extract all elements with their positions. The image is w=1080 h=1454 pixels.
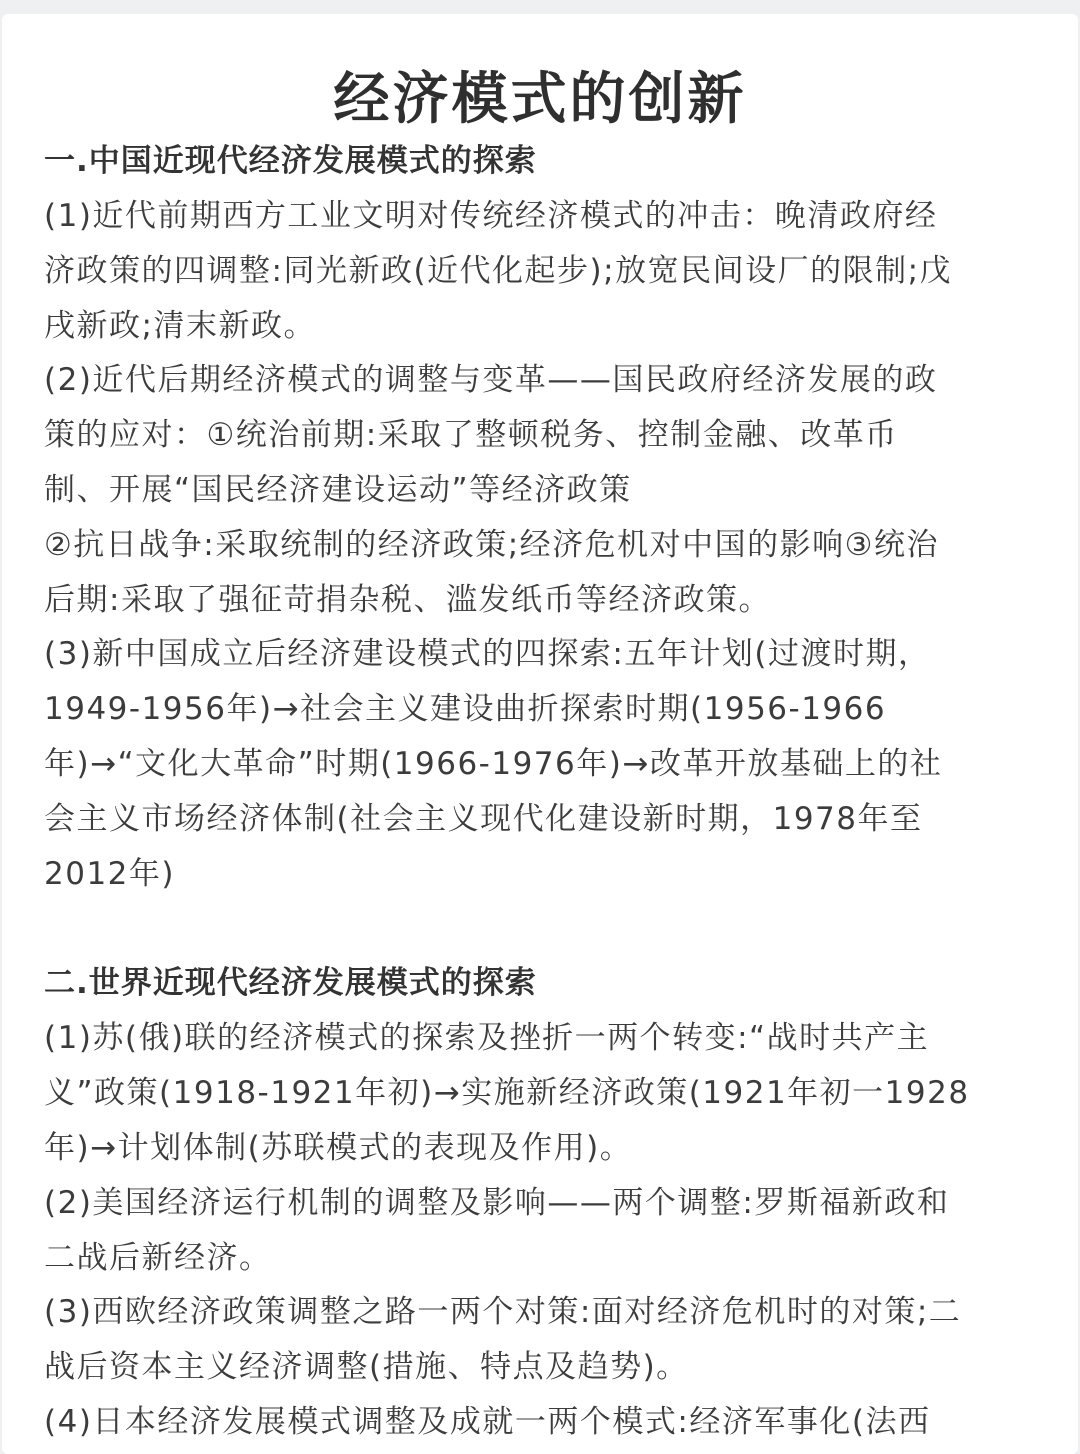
text-line: 戌新政;清末新政。 bbox=[44, 307, 316, 344]
page-title: 经济模式的创新 bbox=[333, 67, 747, 132]
document-body bbox=[44, 134, 1044, 1450]
text-line: (3)新中国成立后经济建设模式的四探索:五年计划(过渡时期， bbox=[44, 636, 931, 673]
paragraph-new-china bbox=[44, 627, 1044, 901]
text-line: 1949-1956年)→社会主义建设曲折探索时期(1956-1966 bbox=[44, 691, 887, 728]
text-line: (1)近代前期西方工业文明对传统经济模式的冲击：晚清政府经 bbox=[44, 198, 938, 234]
text-line: 义”政策(1918-1921年初)→实施新经济政策(1921年初一1928 bbox=[44, 1075, 970, 1112]
text-line: 制、开展“国民经济建设运动”等经济政策 bbox=[44, 471, 632, 508]
text-line: (2)近代后期经济模式的调整与变革——国民政府经济发展的政 bbox=[44, 362, 938, 399]
text-line: 二战后新经济。 bbox=[44, 1239, 272, 1276]
paragraph-western-europe bbox=[44, 1285, 1044, 1395]
text-line: 年)→计划体制(苏联模式的表现及作用)。 bbox=[44, 1129, 633, 1166]
text-line: 2012年) bbox=[44, 855, 175, 892]
section-heading-world: 二.世界近现代经济发展模式的探索 bbox=[44, 965, 537, 1002]
paragraph-japan bbox=[44, 1395, 1044, 1450]
text-line: 年)→“文化大革命”时期(1966-1976年)→改革开放基础上的社 bbox=[44, 745, 943, 782]
section-spacer bbox=[44, 901, 1044, 956]
document-page bbox=[2, 14, 1078, 1454]
paragraph-nationalist-government bbox=[44, 353, 1044, 627]
section-heading-china: 一.中国近现代经济发展模式的探索 bbox=[44, 143, 537, 179]
text-line: ②抗日战争:采取统制的经济政策;经济危机对中国的影响③统治 bbox=[44, 526, 939, 563]
text-line: 战后资本主义经济调整(措施、特点及趋势)。 bbox=[44, 1349, 689, 1386]
text-line: 会主义市场经济体制(社会主义现代化建设新时期，1978年至 bbox=[44, 800, 923, 837]
text-line: (2)美国经济运行机制的调整及影响——两个调整:罗斯福新政和 bbox=[44, 1184, 950, 1221]
paragraph-soviet bbox=[44, 1011, 1044, 1175]
text-line: 策的应对：①统治前期:采取了整顿税务、控制金融、改革币 bbox=[44, 417, 898, 454]
text-line: 济政策的四调整:同光新政(近代化起步);放宽民间设厂的限制;戊 bbox=[44, 252, 953, 289]
text-line: 后期:采取了强征苛捐杂税、滥发纸币等经济政策。 bbox=[44, 581, 771, 618]
text-line: (3)西欧经济政策调整之路一两个对策:面对经济危机时的对策;二 bbox=[44, 1294, 962, 1331]
paragraph-usa bbox=[44, 1176, 1044, 1286]
paragraph-late-qing bbox=[44, 189, 1044, 353]
text-line: (1)苏(俄)联的经济模式的探索及挫折一两个转变:“战时共产主 bbox=[44, 1020, 930, 1057]
text-line: (4)日本经济发展模式调整及成就一两个模式:经济军事化(法西 bbox=[44, 1403, 931, 1440]
